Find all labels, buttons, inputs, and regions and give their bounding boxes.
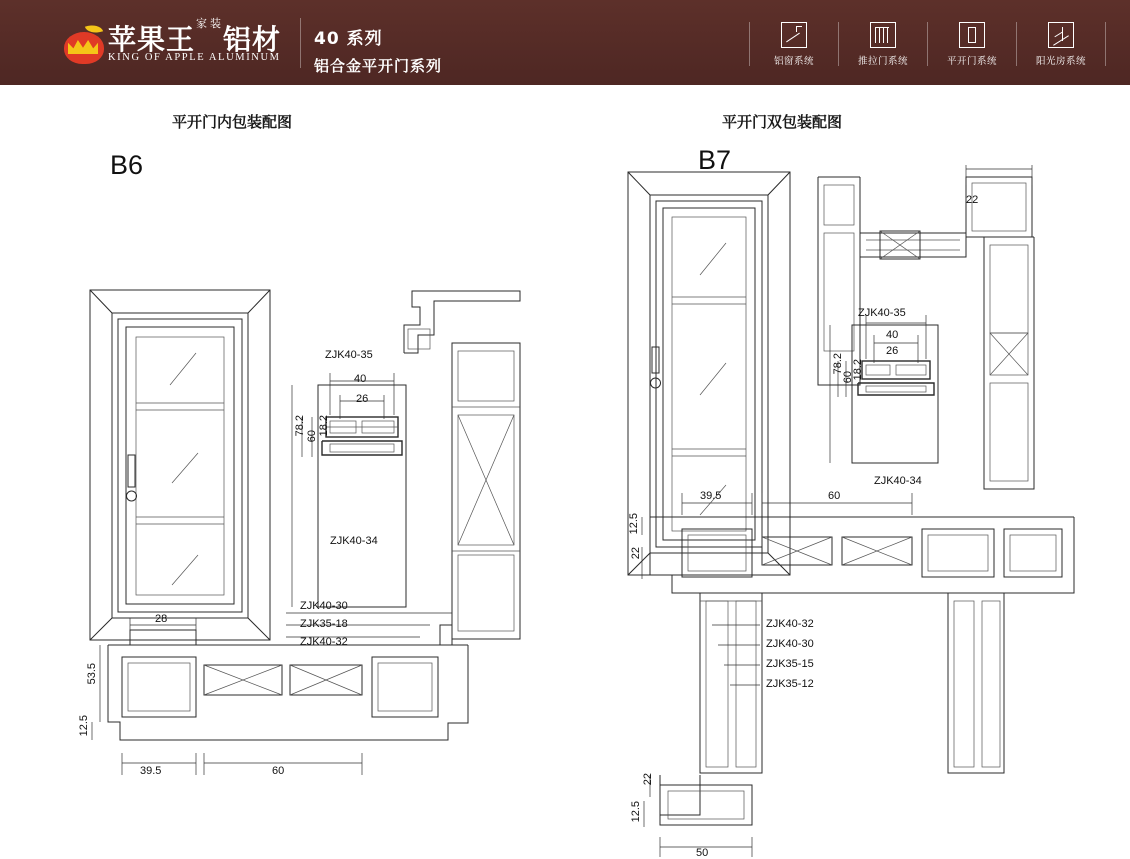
- right-panel-caption: 平开门双包装配图: [722, 113, 843, 131]
- right-bottom-dim-left-h1: 12.5: [628, 513, 640, 535]
- brand-tag-1: 家: [196, 17, 209, 30]
- right-bottom-section-drawing: [0, 85, 1130, 778]
- right-bottom-dim-low-h2: 12.5: [630, 801, 642, 823]
- right-bottom-label-1: ZJK40-30: [766, 638, 814, 650]
- apple-logo-icon: [62, 22, 106, 64]
- right-top-dim: 22: [966, 194, 979, 206]
- brand-logo: [62, 16, 292, 68]
- brand-tag-2: 装: [210, 17, 223, 30]
- left-profile-dim-w-inner: 26: [356, 393, 369, 405]
- left-bottom-label-1: ZJK35-18: [300, 618, 348, 630]
- left-profile-dim-h-small: 18.2: [318, 415, 330, 437]
- nav-separator: [838, 22, 839, 66]
- left-profile-dim-h-sub: 60: [306, 430, 318, 443]
- nav-item-window-system[interactable]: [752, 22, 836, 67]
- right-bottom-label-0: ZJK40-32: [766, 618, 814, 630]
- page-header: [0, 0, 1130, 85]
- sunroom-icon: [1048, 22, 1074, 48]
- header-title: [314, 24, 442, 76]
- right-bottom-label-2: ZJK35-15: [766, 658, 814, 670]
- left-bottom-label-2: ZJK40-32: [300, 636, 348, 648]
- left-bottom-dim-w2: 60: [272, 765, 285, 777]
- nav-separator: [927, 22, 928, 66]
- nav-label-sunroom: 阳光房系统: [1035, 56, 1086, 67]
- right-bottom-dim-top-w1: 39.5: [700, 490, 722, 502]
- right-profile-dim-h-small: 18.2: [852, 359, 864, 381]
- header-nav: [747, 22, 1108, 68]
- right-profile-top-label: ZJK40-35: [858, 307, 906, 319]
- nav-label-sliding-door: 推拉门系统: [857, 56, 908, 67]
- left-profile-top-label: ZJK40-35: [325, 349, 373, 361]
- right-panel-code: B7: [698, 145, 732, 175]
- window-system-icon: [781, 22, 807, 48]
- left-panel-caption: 平开门内包装配图: [172, 113, 293, 131]
- right-bottom-label-3: ZJK35-12: [766, 678, 814, 690]
- sliding-door-icon: [870, 22, 896, 48]
- series-subtitle: 铝合金平开门系列: [314, 57, 443, 75]
- right-bottom-dim-left-h2: 22: [630, 547, 642, 560]
- brand-name-cn-main: 苹果王: [108, 23, 196, 56]
- right-profile-dim-h-sub: 60: [842, 371, 854, 384]
- nav-item-swing-door[interactable]: [930, 22, 1014, 67]
- right-profile-dim-w-outer: 40: [886, 329, 899, 341]
- right-profile-bottom-label: ZJK40-34: [874, 475, 922, 487]
- swing-door-icon: [959, 22, 985, 48]
- right-profile-dim-h-total: 78.2: [832, 353, 844, 375]
- left-bottom-dim-w1: 39.5: [140, 765, 162, 777]
- right-profile-dim-w-inner: 26: [886, 345, 899, 357]
- left-bottom-label-0: ZJK40-30: [300, 600, 348, 612]
- left-profile-dim-w-outer: 40: [354, 373, 367, 385]
- nav-item-sunroom[interactable]: [1019, 22, 1103, 67]
- header-divider: [300, 18, 301, 68]
- nav-separator: [1016, 22, 1017, 66]
- nav-item-sliding-door[interactable]: [841, 22, 925, 67]
- right-bottom-dim-w: 50: [696, 847, 709, 859]
- nav-label-window-system: 铝窗系统: [773, 56, 814, 67]
- left-panel-code: B6: [110, 150, 144, 180]
- drawing-sheet: [0, 85, 1130, 859]
- nav-separator: [749, 22, 750, 66]
- nav-label-swing-door: 平开门系统: [946, 56, 997, 67]
- left-bottom-dim-left-h1: 53.5: [86, 663, 98, 685]
- left-profile-bottom-label: ZJK40-34: [330, 535, 378, 547]
- left-bottom-dim-left-h2: 12.5: [78, 715, 90, 737]
- right-bottom-dim-top-w2: 60: [828, 490, 841, 502]
- right-bottom-dim-low-h1: 22: [642, 773, 654, 786]
- left-bottom-dim-top-w: 28: [155, 613, 168, 625]
- brand-name-en: KING OF APPLE ALUMINUM: [108, 52, 281, 63]
- series-title: 40 系列: [314, 29, 383, 49]
- left-profile-dim-h-total: 78.2: [294, 415, 306, 437]
- brand-name-suffix: 铝材: [223, 23, 282, 56]
- nav-separator: [1105, 22, 1106, 66]
